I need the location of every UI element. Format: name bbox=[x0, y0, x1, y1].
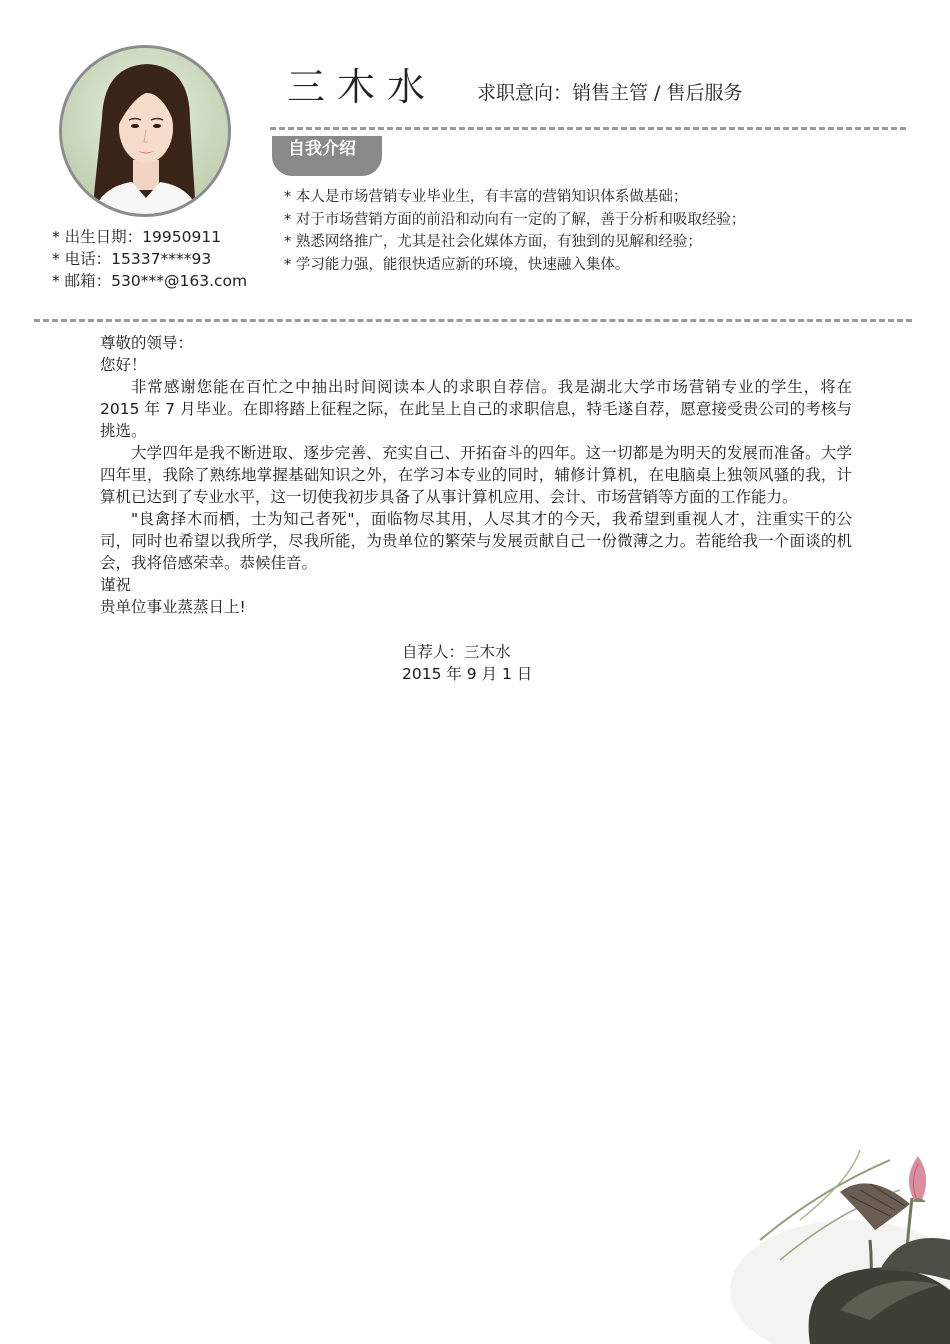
letter-paragraph: 非常感谢您能在百忙之中抽出时间阅读本人的求职自荐信。我是湖北大学市场营销专业的学生，将在 2015 年 7 月毕业。在即将踏上征程之际，在此呈上自己的求职信息，特毛遂自荐，愿意接受贵公司的考核与挑选。 bbox=[100, 378, 852, 440]
intro-item: * 学习能力强，能很快适应新的环境，快速融入集体。 bbox=[284, 256, 630, 273]
letter-greeting: 您好！ bbox=[100, 356, 147, 374]
avatar bbox=[59, 45, 231, 217]
letter-closing: 谨祝 bbox=[100, 576, 132, 594]
letter-paragraph: "良禽择木而栖，士为知己者死"，面临物尽其用，人尽其才的今天，我希望到重视人才，注重实干的公司，同时也希望以我所学，尽我所能，为贵单位的繁荣与发展贡献自己一份微薄之力。若能给我一个面谈的机会，我将倍感荣幸。恭候佳音。 bbox=[100, 510, 852, 572]
letter-date: 2015 年 9 月 1 日 bbox=[402, 665, 533, 683]
letter-signature: 自荐人：三木水 bbox=[402, 643, 511, 661]
intro-section-label: 自我介绍 bbox=[272, 136, 382, 176]
candidate-name: 三木水 bbox=[287, 65, 438, 109]
intro-list bbox=[284, 186, 745, 276]
section-divider bbox=[34, 319, 912, 322]
letter-paragraph: 大学四年是我不断进取、逐步完善、充实自己、开拓奋斗的四年。这一切都是为明天的发展而准备。大学四年里，我除了熟练地掌握基础知识之外，在学习本专业的同时，辅修计算机，在电脑桌上独领风骚的我，计算机已达到了专业水平，这一切使我初步具备了从事计算机应用、会计、市场营销等方面的工作能力。 bbox=[100, 444, 852, 506]
cover-letter bbox=[100, 332, 852, 618]
email-address: * 邮箱：530***@163.com bbox=[52, 272, 248, 290]
intro-item: * 对于市场营销方面的前沿和动向有一定的了解，善于分析和吸取经验； bbox=[284, 211, 746, 228]
contact-info bbox=[52, 226, 247, 292]
header-divider bbox=[270, 127, 906, 130]
job-objective: 求职意向：销售主管 / 售后服务 bbox=[477, 82, 743, 104]
birth-date: * 出生日期：19950911 bbox=[52, 228, 222, 246]
intro-item: * 熟悉网络推广，尤其是社会化媒体方面，有独到的见解和经验； bbox=[284, 234, 702, 250]
intro-item: * 本人是市场营销专业毕业生，有丰富的营销知识体系做基础； bbox=[284, 189, 688, 205]
letter-wish: 贵单位事业蒸蒸日上! bbox=[100, 598, 246, 616]
portrait-illustration bbox=[62, 48, 228, 214]
lotus-decoration-icon bbox=[700, 1120, 950, 1344]
phone-number: * 电话：15337****93 bbox=[52, 250, 212, 268]
letter-salutation: 尊敬的领导： bbox=[100, 334, 194, 352]
signature-block bbox=[402, 641, 532, 685]
